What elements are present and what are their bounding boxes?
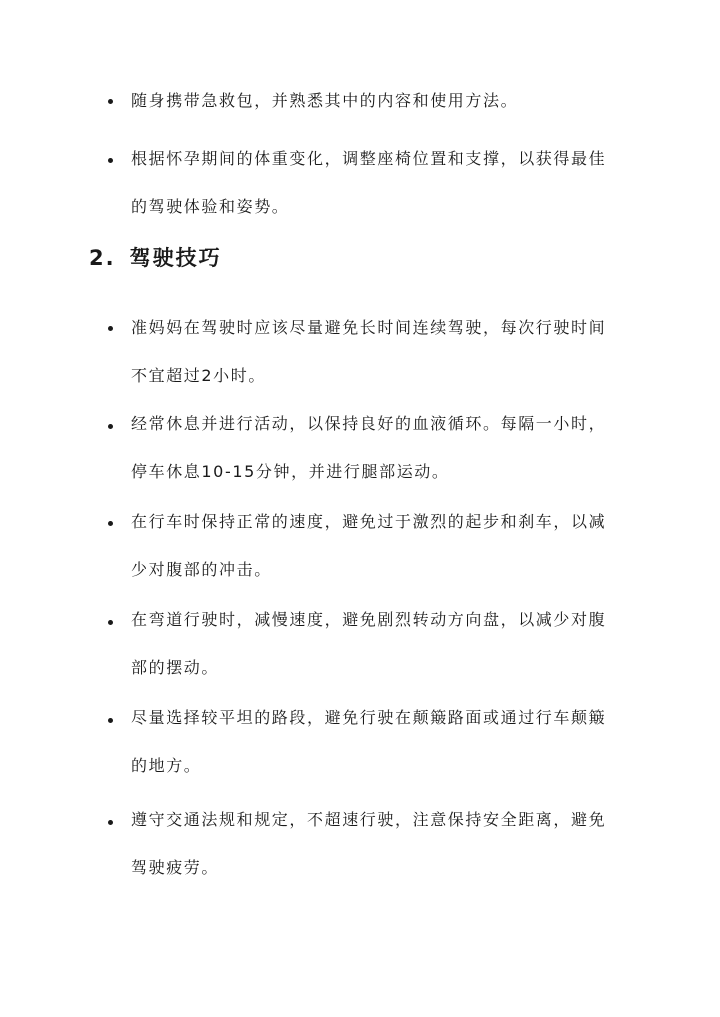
bullet-icon: [108, 820, 113, 825]
bullet-icon: [108, 620, 113, 625]
list-item-text: 在行车时保持正常的速度，避免过于激烈的起步和刹车，以减少对腹部的冲击。: [131, 512, 607, 579]
list-item-text: 在弯道行驶时，减慢速度，避免剧烈转动方向盘，以减少对腹部的摆动。: [131, 610, 607, 677]
bullet-icon: [108, 99, 113, 104]
list-item-text: 经常休息并进行活动，以保持良好的血液循环。每隔一小时，停车休息10-15分钟，并进行腿部运动。: [131, 414, 607, 481]
section-title: 驾驶技巧: [129, 246, 222, 270]
bullet-icon: [108, 326, 113, 331]
section-heading: [89, 236, 222, 280]
list-item-text: 准妈妈在驾驶时应该尽量避免长时间连续驾驶，每次行驶时间不宜超过2小时。: [131, 318, 607, 385]
bullet-icon: [108, 158, 113, 163]
section-number: 2.: [89, 246, 116, 270]
list-item-text: 尽量选择较平坦的路段，避免行驶在颠簸路面或通过行车颠簸的地方。: [131, 708, 607, 775]
list-item-text: 遵守交通法规和规定，不超速行驶，注意保持安全距离，避免驾驶疲劳。: [131, 810, 607, 877]
bullet-icon: [108, 521, 113, 526]
bullet-icon: [108, 424, 113, 429]
list-item-text: 随身携带急救包，并熟悉其中的内容和使用方法。: [131, 91, 519, 110]
list-item-text: 根据怀孕期间的体重变化，调整座椅位置和支撑，以获得最佳的驾驶体验和姿势。: [131, 149, 607, 216]
bullet-icon: [108, 718, 113, 723]
